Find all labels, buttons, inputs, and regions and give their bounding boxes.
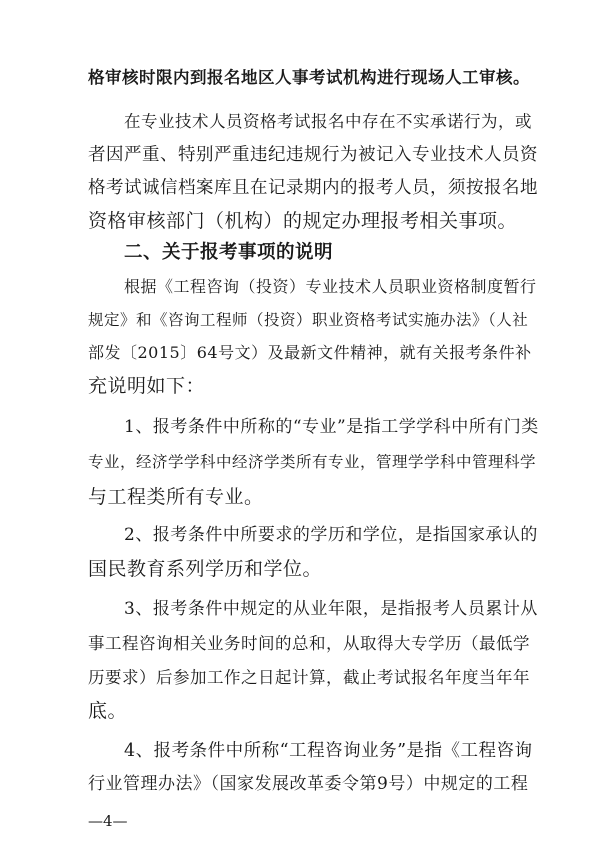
text-line: 底。 bbox=[88, 700, 128, 722]
text-line: 根据《工程咨询（投资）专业技术人员职业资格制度暂行 bbox=[124, 277, 537, 296]
text-line: 者因严重、特别严重违纪违规行为被记入专业技术人员资 bbox=[88, 145, 538, 165]
text-line: 4、报考条件中所称“工程咨询业务”是指《工程咨询 bbox=[124, 741, 533, 761]
text-line: 2、报考条件中所要求的学历和学位，是指国家承认的 bbox=[124, 525, 538, 545]
text-line: 在专业技术人员资格考试报名中存在不实承诺行为，或 bbox=[124, 112, 532, 131]
text-line: 资格审核部门（机构）的规定办理报考相关事项。 bbox=[88, 210, 518, 232]
text-line: 事工程咨询相关业务时间的总和，从取得大专学历（最低学 bbox=[88, 634, 530, 653]
text-line: 规定》和《咨询工程师（投资）职业资格考试实施办法》（人社 bbox=[88, 311, 529, 329]
text-line: 格审核时限内到报名地区人事考试机构进行现场人工审核。 bbox=[88, 68, 530, 87]
text-line: 充说明如下： bbox=[88, 375, 206, 397]
text-line: 部发〔2015〕64号文）及最新文件精神，就有关报考条件补 bbox=[88, 343, 532, 362]
section-heading: 二、关于报考事项的说明 bbox=[124, 242, 334, 263]
text-line: 1、报考条件中所称的“专业”是指工学学科中所有门类 bbox=[124, 417, 539, 437]
text-line: 专业，经济学学科中经济学类所有专业，管理学学科中管理科学 bbox=[88, 453, 537, 471]
text-line: 行业管理办法》（国家发展改革委令第9号）中规定的工程 bbox=[88, 774, 529, 794]
text-line: 与工程类所有专业。 bbox=[88, 486, 264, 508]
text-line: 格考试诚信档案库且在记录期内的报考人员，须按报名地 bbox=[88, 178, 538, 198]
text-line: 历要求）后参加工作之日起计算，截止考试报名年度当年年 bbox=[88, 668, 530, 687]
page-number: —4— bbox=[88, 812, 128, 830]
text-line: 国民教育系列学历和学位。 bbox=[88, 558, 323, 580]
text-line: 3、报考条件中规定的从业年限，是指报考人员累计从 bbox=[124, 599, 538, 619]
